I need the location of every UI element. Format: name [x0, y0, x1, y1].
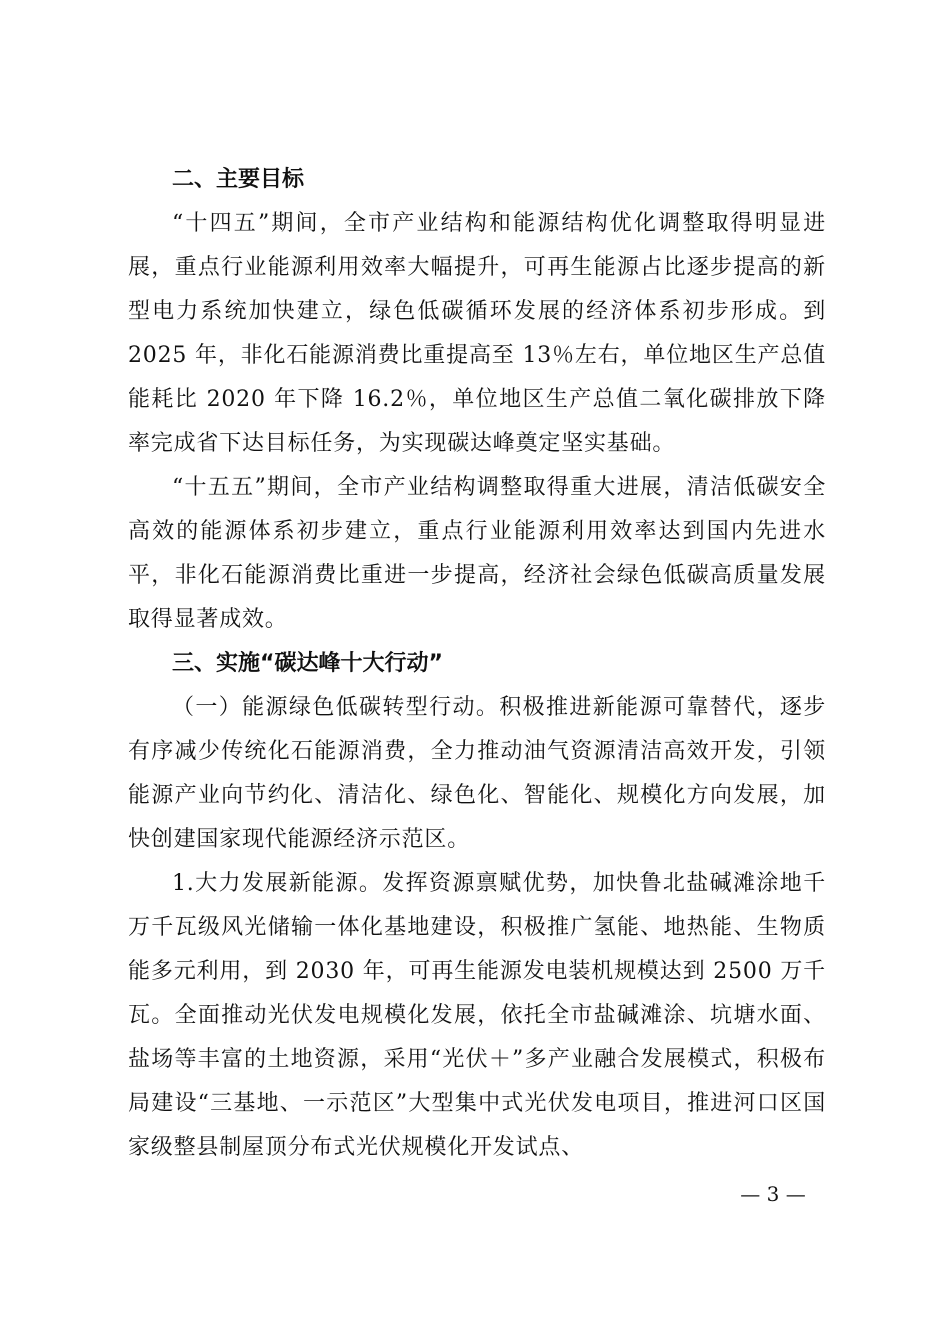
- action-1-lead: （一）能源绿色低碳转型行动。: [172, 695, 500, 720]
- section-heading-main-goals: 二、主要目标: [172, 167, 305, 192]
- paragraph-15th-five-year-goals: “十五五”期间，全市产业结构调整取得重大进展，清洁低碳安全高效的能源体系初步建立，重点行业能源利用效率达到国内先进水平，非化石能源消费比重进一步提高，经济社会绿色低碳高质量发展取得显著成效。: [128, 475, 826, 632]
- document-body: [128, 158, 826, 1170]
- paragraph-energy-transition-action: [128, 686, 826, 862]
- page-number: — 3 —: [740, 1182, 806, 1206]
- paragraph-14th-five-year-goals: “十四五”期间，全市产业结构和能源结构优化调整取得明显进展，重点行业能源利用效率大幅提升，可再生能源占比逐步提高的新型电力系统加快建立，绿色低碳循环发展的经济体系初步形成。到 2025 年，非化石能源消费比重提高至 13％左右，单位地区生产总值能耗比 2020 年下降 16.2％，单位地区生产总值二氧化碳排放下降率完成省下达目标任务，为实现碳达峰奠定坚实基础。: [128, 211, 826, 456]
- action-1-body: 积极推进新能源可靠替代，逐步有序减少传统化石能源消费，全力推动油气资源清洁高效开发，引领能源产业向节约化、清洁化、绿色化、智能化、规模化方向发展，加快创建国家现代能源经济示范区。: [128, 695, 827, 852]
- section-heading-ten-actions: 三、实施“碳达峰十大行动”: [172, 651, 443, 676]
- paragraph-develop-new-energy: 1.大力发展新能源。发挥资源禀赋优势，加快鲁北盐碱滩涂地千万千瓦级风光储输一体化基地建设，积极推广氢能、地热能、生物质能多元利用，到 2030 年，可再生能源发电装机规模达到 2500 万千瓦。全面推动光伏发电规模化发展，依托全市盐碱滩涂、坑塘水面、盐场等丰富的土地资源，采用“光伏＋”多产业融合发展模式，积极布局建设“三基地、一示范区”大型集中式光伏发电项目，推进河口区国家级整县制屋顶分布式光伏规模化开发试点、: [128, 871, 826, 1160]
